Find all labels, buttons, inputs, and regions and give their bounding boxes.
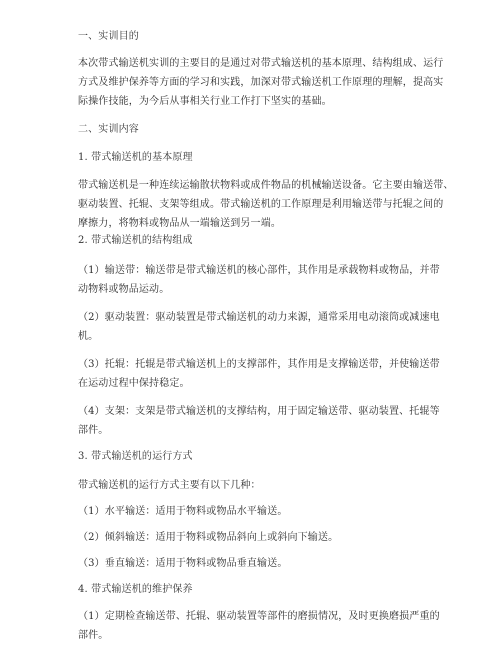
structure-item-idler-line: （3）托辊：托辊是带式输送机上的支撑部件，其作用是支撑输送带，并使输送带	[78, 359, 440, 370]
operation-mode-item: （3）垂直输送：适用于物料或物品垂直输送。	[78, 558, 288, 569]
subheading-maintenance: 4. 带式输送机的维护保养	[78, 584, 193, 595]
structure-item-frame-line: 部件。	[78, 425, 109, 436]
structure-item-frame-line: （4）支架：支架是带式输送机的支撑结构，用于固定输送带、驱动装置、托辊等	[78, 406, 440, 417]
subheading-operation: 3. 带式输送机的运行方式	[78, 451, 193, 462]
subheading-principle: 1. 带式输送机的基本原理	[78, 152, 193, 163]
structure-item-belt-line: 动物料或物品运动。	[78, 284, 170, 295]
operation-mode-item: （2）倾斜输送：适用于物料或物品斜向上或斜向下输送。	[78, 532, 339, 543]
section-heading-purpose: 一、实训目的	[78, 31, 139, 42]
subheading-structure: 2. 带式输送机的结构组成	[78, 235, 193, 246]
section-heading-content: 二、实训内容	[78, 124, 139, 135]
maintenance-paragraph-line: （1）定期检查输送带、托辊、驱动装置等部件的磨损情况，及时更换磨损严重的	[78, 611, 440, 622]
maintenance-paragraph-line: 部件。	[78, 630, 109, 641]
operation-intro: 带式输送机的运行方式主要有以下几种：	[78, 480, 261, 491]
operation-mode-item: （1）水平输送：适用于物料或物品水平输送。	[78, 506, 288, 517]
purpose-paragraph-line: 本次带式输送机实训的主要目的是通过对带式输送机的基本原理、结构组成、运行	[78, 58, 444, 69]
structure-item-idler-line: 在运动过程中保持稳定。	[78, 378, 190, 389]
structure-item-drive-line: （2）驱动装置：驱动装置是带式输送机的动力来源，通常采用电动滚筒或减速电	[78, 312, 440, 323]
purpose-paragraph-line: 方式及维护保养等方面的学习和实践，加深对带式输送机工作原理的理解，提高实	[78, 77, 444, 88]
principle-paragraph-line: 驱动装置、托辊、支架等组成。带式输送机的工作原理是利用输送带与托辊之间的	[78, 199, 444, 210]
principle-paragraph-line: 摩擦力，将物料或物品从一端输送到另一端。	[78, 218, 281, 229]
principle-paragraph-line: 带式输送机是一种连续运输散状物料或成件物品的机械输送设备。它主要由输送带、	[78, 180, 454, 191]
structure-item-drive-line: 机。	[78, 331, 99, 342]
purpose-paragraph-line: 际操作技能，为今后从事相关行业工作打下坚实的基础。	[78, 96, 332, 107]
structure-item-belt-line: （1）输送带：输送带是带式输送机的核心部件，其作用是承载物料或物品，并带	[78, 265, 440, 276]
